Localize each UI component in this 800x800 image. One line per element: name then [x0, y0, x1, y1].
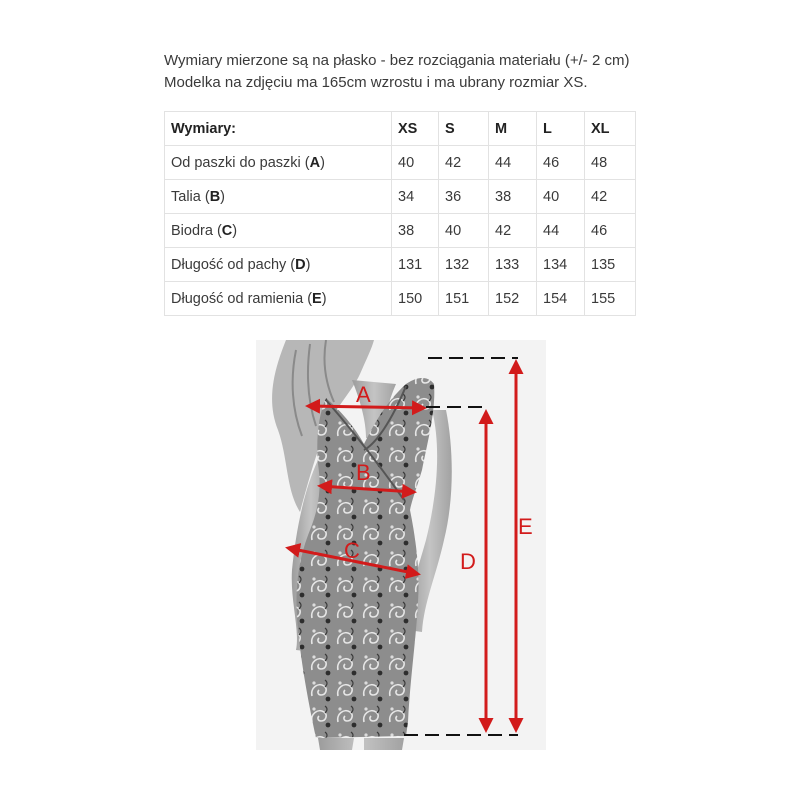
table-cell: 152 — [489, 282, 537, 316]
header-size-m: M — [489, 112, 537, 146]
table-cell: 38 — [392, 214, 439, 248]
dress-measurement-diagram — [256, 340, 546, 750]
table-cell: 40 — [439, 214, 489, 248]
table-cell: 40 — [537, 180, 585, 214]
table-row — [165, 146, 636, 180]
table-cell: 154 — [537, 282, 585, 316]
header-size-l: L — [537, 112, 585, 146]
table-row — [165, 180, 636, 214]
table-cell: 40 — [392, 146, 439, 180]
table-cell: 133 — [489, 248, 537, 282]
size-table-header — [165, 112, 636, 146]
table-row — [165, 214, 636, 248]
intro-text — [164, 50, 629, 94]
header-size-s: S — [439, 112, 489, 146]
table-cell: 132 — [439, 248, 489, 282]
row-label: Od paszki do paszki (A) — [165, 146, 392, 180]
table-cell: 135 — [585, 248, 636, 282]
table-row — [165, 248, 636, 282]
table-cell: 44 — [537, 214, 585, 248]
intro-line-measurement-note: Wymiary mierzone są na płasko - bez rozciągania materiału (+/- 2 cm) — [164, 52, 630, 69]
header-measurements: Wymiary: — [165, 112, 392, 146]
intro-line-model-note: Modelka na zdjęciu ma 165cm wzrostu i ma ubrany rozmiar XS. — [164, 74, 588, 91]
row-label: Długość od ramienia (E) — [165, 282, 392, 316]
table-cell: 46 — [537, 146, 585, 180]
table-cell: 42 — [585, 180, 636, 214]
table-cell: 151 — [439, 282, 489, 316]
measurement-label-e: E — [518, 514, 533, 539]
measurement-label-c: C — [344, 538, 360, 563]
table-cell: 134 — [537, 248, 585, 282]
table-cell: 155 — [585, 282, 636, 316]
measurement-label-a: A — [356, 382, 371, 407]
measurement-label-b: B — [356, 460, 371, 485]
header-size-xl: XL — [585, 112, 636, 146]
table-cell: 38 — [489, 180, 537, 214]
table-cell: 34 — [392, 180, 439, 214]
table-row — [165, 282, 636, 316]
table-cell: 131 — [392, 248, 439, 282]
size-table — [164, 111, 636, 316]
table-cell: 48 — [585, 146, 636, 180]
row-label: Długość od pachy (D) — [165, 248, 392, 282]
table-cell: 150 — [392, 282, 439, 316]
table-cell: 42 — [439, 146, 489, 180]
table-cell: 44 — [489, 146, 537, 180]
row-label: Biodra (C) — [165, 214, 392, 248]
table-cell: 36 — [439, 180, 489, 214]
measurement-label-d: D — [460, 549, 476, 574]
row-label: Talia (B) — [165, 180, 392, 214]
table-cell: 46 — [585, 214, 636, 248]
header-size-xs: XS — [392, 112, 439, 146]
table-cell: 42 — [489, 214, 537, 248]
